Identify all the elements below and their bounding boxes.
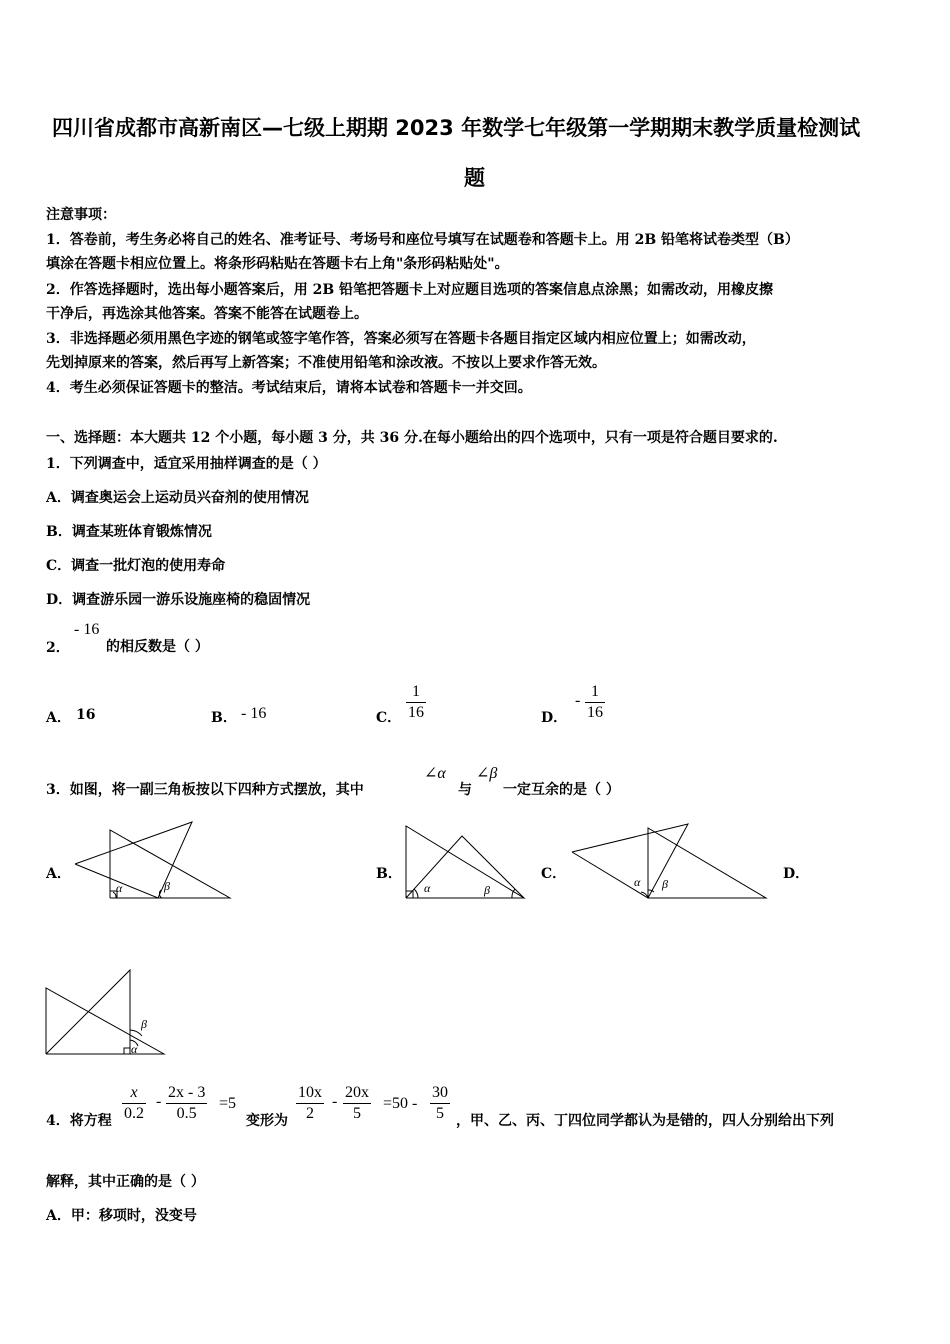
question-3-option-a-label: A． (46, 866, 71, 882)
question-1-option-b: B．调查某班体育锻炼情况 (46, 524, 212, 540)
equation-fraction-4 (343, 1083, 371, 1124)
notice-line: 4．考生必须保证答题卡的整洁。考试结束后，请将本试卷和答题卡一并交回。 (46, 380, 532, 396)
question-2-number: 2． (46, 640, 70, 656)
question-3-option-d-label: D． (783, 866, 810, 882)
angle-beta-label: β (164, 879, 170, 893)
equation-fraction-3 (296, 1083, 324, 1124)
fraction-numerator: 1 (591, 683, 599, 700)
question-3-connector: 与 (458, 782, 472, 798)
question-3-stem: 3．如图，将一副三角板按以下四种方式摆放，其中 (46, 782, 364, 798)
notice-line: 3．非选择题必须用黑色字迹的钢笔或签字笔作答，答案必须写在答题卡各题目指定区域内相应位置上；如需改动， (46, 331, 756, 347)
question-2-option-a-value: 16 (76, 707, 96, 723)
angle-beta-label: β (662, 877, 668, 891)
figure-b (400, 822, 530, 902)
question-2-option-b-label: B． (211, 710, 237, 726)
question-2-option-a-label: A． (46, 710, 71, 726)
notice-line: 2．作答选择题时，选出每小题答案后，用 2B 铅笔把答题卡上对应题目选项的答案信息点涂黑；如需改动，用橡皮擦 (46, 282, 774, 298)
question-4-connector: 变形为 (246, 1113, 288, 1129)
section-heading: 一、选择题：本大题共 12 个小题，每小题 3 分，共 36 分.在每小题给出的四个选项中，只有一项是符合题目要求的. (46, 430, 778, 446)
equation-right-side: =50 - (383, 1095, 418, 1112)
figure-d (40, 966, 170, 1058)
question-2-option-b-value: - 16 (241, 705, 267, 722)
question-4-option-a: A．甲：移项时，没变号 (46, 1208, 197, 1224)
fraction-numerator: 30 (432, 1084, 448, 1101)
question-3-tail: 一定互余的是（ ） (503, 782, 620, 798)
question-2-tail: 的相反数是（ ） (106, 639, 209, 655)
angle-alpha-label: α (634, 875, 641, 889)
question-2-option-c-fraction (406, 682, 426, 723)
notice-line: 干净后，再选涂其他答案。答案不能答在试题卷上。 (46, 306, 368, 322)
equation-operator: - (156, 1093, 162, 1110)
equation-operator: - (332, 1093, 338, 1110)
question-4-stem: 4．将方程 (46, 1113, 112, 1129)
question-3-option-c-label: C． (541, 866, 567, 882)
fraction-denominator: 0.5 (176, 1105, 197, 1122)
fraction-numerator: x (130, 1084, 138, 1101)
notice-heading: 注意事项： (46, 207, 116, 223)
fraction-numerator: 10x (298, 1084, 322, 1101)
notice-line: 填涂在答题卡相应位置上。将条形码粘贴在答题卡右上角"条形码粘贴处"。 (46, 256, 509, 272)
angle-alpha-label: α (131, 1042, 138, 1056)
question-3-option-b-label: B． (376, 866, 402, 882)
fraction-numerator: 20x (345, 1084, 369, 1101)
fraction-denominator: 16 (408, 704, 424, 721)
question-4-tail: ，甲、乙、丙、丁四位同学都认为是错的，四人分别给出下列 (456, 1113, 834, 1129)
question-2-value: - 16 (74, 621, 100, 638)
fraction-denominator: 16 (587, 704, 603, 721)
notice-line: 先划掉原来的答案，然后再写上新答案；不准使用铅笔和涂改液。不按以上要求作答无效。 (46, 355, 606, 371)
equation-equals: =5 (219, 1095, 237, 1112)
fraction-numerator: 2x - 3 (168, 1084, 206, 1101)
fraction-denominator: 2 (306, 1105, 314, 1122)
fraction-numerator: 1 (412, 683, 420, 700)
angle-beta-symbol: ∠β (476, 765, 498, 782)
angle-beta-label: β (141, 1017, 147, 1031)
question-1-option-c: C．调查一批灯泡的使用寿命 (46, 558, 226, 574)
notice-line: 1．答卷前，考生务必将自己的姓名、准考证号、考场号和座位号填写在试题卷和答题卡上。用 2B 铅笔将试卷类型（B） (46, 232, 799, 248)
angle-alpha-label: α (116, 881, 123, 895)
fraction-denominator: 0.2 (124, 1105, 144, 1122)
fraction-denominator: 5 (436, 1105, 444, 1122)
angle-beta-label: β (484, 883, 490, 897)
equation-fraction-1 (122, 1083, 146, 1124)
angle-alpha-symbol: ∠α (424, 765, 446, 782)
figure-a (70, 818, 235, 902)
question-1-option-a: A．调查奥运会上运动员兴奋剂的使用情况 (46, 490, 309, 506)
question-1-stem: 1．下列调查中，适宜采用抽样调查的是（ ） (46, 456, 327, 472)
question-4-continuation: 解释，其中正确的是（ ） (46, 1174, 205, 1190)
page-title-continued: 题 (464, 166, 485, 190)
question-1-option-d: D．调查游乐园一游乐设施座椅的稳固情况 (46, 592, 311, 608)
page-title: 四川省成都市高新南区—七级上期期 2023 年数学七年级第一学期期末教学质量检测试 (52, 116, 861, 140)
question-2-option-c-label: C． (376, 710, 402, 726)
angle-alpha-label: α (424, 881, 431, 895)
equation-fraction-5 (430, 1083, 450, 1124)
fraction-denominator: 5 (353, 1105, 361, 1122)
question-2-option-d-label: D． (541, 710, 568, 726)
equation-fraction-2 (166, 1083, 207, 1124)
question-2-option-d-sign: - (575, 692, 581, 709)
question-2-option-d-fraction (585, 682, 605, 723)
figure-c (568, 820, 773, 902)
